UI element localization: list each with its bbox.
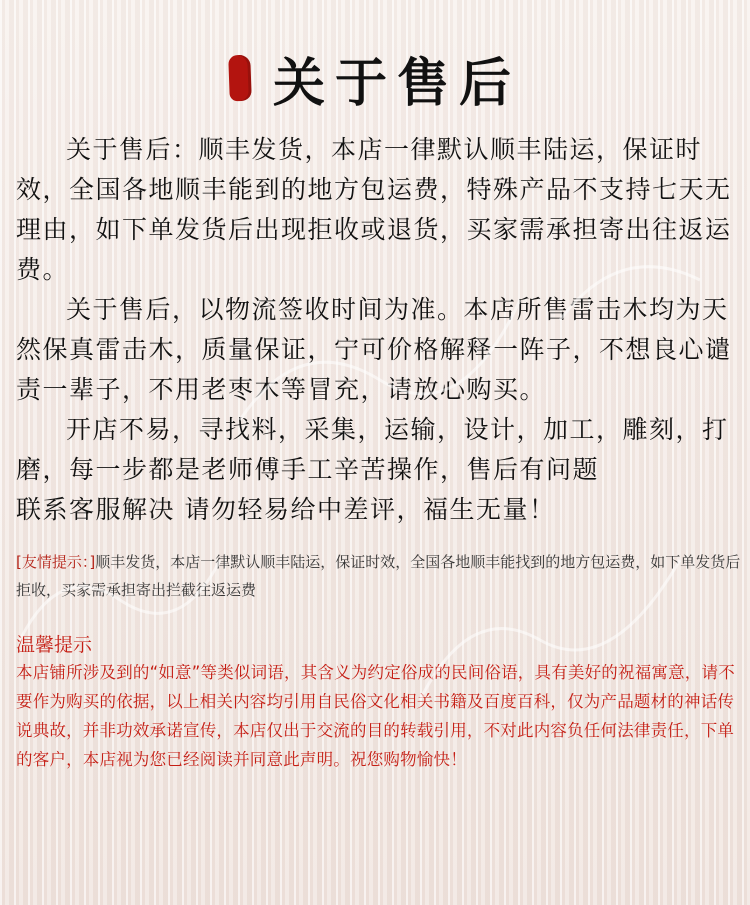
page-header bbox=[0, 38, 750, 118]
after-sales-paragraph-craft bbox=[16, 410, 741, 490]
warm-tip-text: 本店铺所涉及到的“如意”等类似词语，其含义为约定俗成的民间俗语，具有美好的祝福寓意，请不要作为购买的依据，以上相关内容均引用自民俗文化相关书籍及百度百科，仅为产品题材的神话传说典故，并非功效承诺宣传，本店仅出于交流的目的转载引用，不对此内容负任何法律责任，下单的客户，本店视为您已经阅读并同意此声明。祝您购物愉快！ bbox=[16, 663, 735, 769]
warm-tip-title: 温馨提示 bbox=[16, 634, 93, 656]
after-sales-paragraph-quality: 关于售后，以物流签收时间为准。本店所售雷击木均为天然保真雷击木，质量保证，宁可价格解释一阵子，不想良心谴责一辈子，不用老枣木等冒充，请放心购买。 bbox=[16, 295, 732, 404]
after-sales-closing-line: 联系客服解决 请勿轻易给中差评，福生无量！ bbox=[16, 495, 556, 524]
page-title: 关于售后 bbox=[272, 52, 521, 114]
notice-text: 顺丰发货，本店一律默认顺丰陆运，保证时效，全国各地顺丰能找到的地方包运费，如下单发货后拒收，买家需承担寄出拦截往返运费 bbox=[16, 553, 741, 599]
after-sales-content bbox=[16, 130, 741, 530]
friendly-notice bbox=[16, 548, 741, 604]
red-seal-mark bbox=[228, 55, 252, 102]
craft-text: 开店不易，寻找料，采集，运输，设计，加工，雕刻，打磨，每一步都是老师傅手工辛苦操作，售后有问题 bbox=[16, 415, 729, 484]
notice-tag: [友情提示：] bbox=[16, 553, 96, 571]
after-sales-paragraph-shipping: 关于售后：顺丰发货，本店一律默认顺丰陆运，保证时效，全国各地顺丰能到的地方包运费，特殊产品不支持七天无理由，如下单发货后出现拒收或退货，买家需承担寄出往返运费。 bbox=[16, 135, 732, 284]
